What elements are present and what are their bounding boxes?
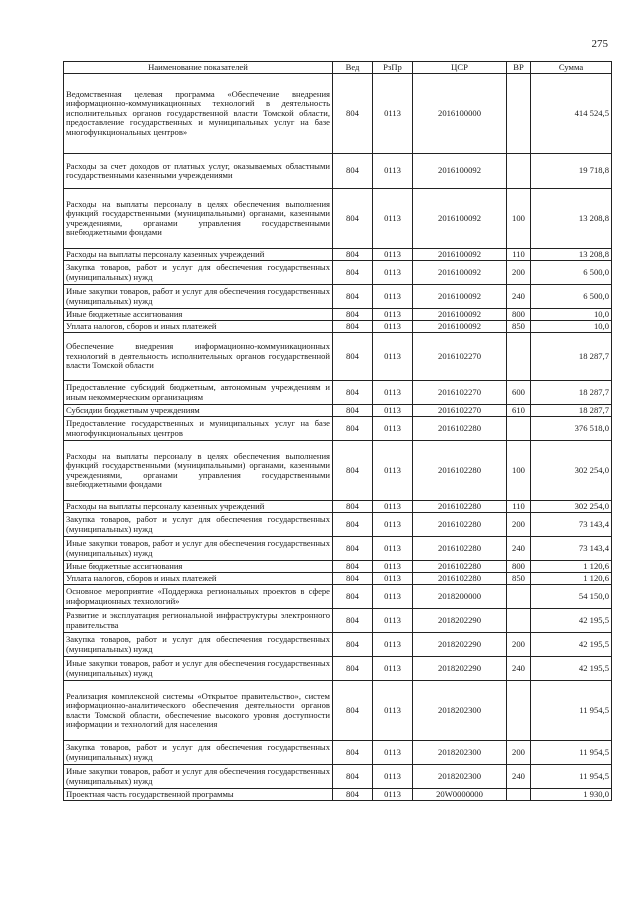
row-sum: 19 718,8 [531,154,612,189]
table-body [64,74,612,801]
row-name: Иные бюджетные ассигнования [64,309,333,321]
row-ved: 804 [333,285,373,309]
row-name: Иные закупки товаров, работ и услуг для обеспечения государственных (муниципальных) нужд [64,765,333,789]
row-vr: 240 [507,765,531,789]
row-sum: 18 287,7 [531,333,612,381]
table-row [64,261,612,285]
row-vr: 800 [507,561,531,573]
row-ved: 804 [333,657,373,681]
row-rzpr: 0113 [373,765,413,789]
row-name: Проектная часть государственной программы [64,789,333,801]
row-sum: 42 195,5 [531,657,612,681]
row-vr [507,681,531,741]
row-rzpr: 0113 [373,537,413,561]
row-sum: 11 954,5 [531,765,612,789]
row-csr: 2018200000 [413,585,507,609]
row-sum: 302 254,0 [531,501,612,513]
row-rzpr: 0113 [373,657,413,681]
table-row [64,154,612,189]
row-rzpr: 0113 [373,741,413,765]
row-name: Уплата налогов, сборов и иных платежей [64,321,333,333]
row-ved: 804 [333,741,373,765]
table-row [64,657,612,681]
page-number: 275 [591,38,608,50]
row-name: Расходы на выплаты персоналу в целях обеспечения выполнения функций государственными (муниципальными) органами, казенными учреждениями, органами управления государственными внебюджетными фондами [64,441,333,501]
row-name: Закупка товаров, работ и услуг для обеспечения государственных (муниципальных) нужд [64,261,333,285]
row-rzpr: 0113 [373,285,413,309]
table-row [64,333,612,381]
row-vr: 200 [507,261,531,285]
row-rzpr: 0113 [373,405,413,417]
row-sum: 6 500,0 [531,285,612,309]
row-csr: 2016100092 [413,321,507,333]
row-csr: 2016102280 [413,417,507,441]
row-csr: 2018202300 [413,741,507,765]
row-rzpr: 0113 [373,321,413,333]
table-row [64,537,612,561]
row-vr [507,585,531,609]
table-row [64,681,612,741]
row-name: Закупка товаров, работ и услуг для обеспечения государственных (муниципальных) нужд [64,633,333,657]
table-row [64,741,612,765]
table-row [64,561,612,573]
row-vr: 110 [507,501,531,513]
row-name: Расходы на выплаты персоналу в целях обеспечения выполнения функций государственными (муниципальными) органами, казенными учреждениями, органами управления государственными внебюджетными фондами [64,189,333,249]
row-csr: 2016102280 [413,561,507,573]
row-name: Закупка товаров, работ и услуг для обеспечения государственных (муниципальных) нужд [64,513,333,537]
table-row [64,285,612,309]
table-row [64,189,612,249]
row-vr: 600 [507,381,531,405]
row-ved: 804 [333,381,373,405]
table-row [64,633,612,657]
table-row [64,441,612,501]
row-rzpr: 0113 [373,573,413,585]
row-name: Расходы за счет доходов от платных услуг, оказываемых областными государственными казенными учреждениями [64,154,333,189]
header-name: Наименование показателей [64,62,333,74]
row-ved: 804 [333,501,373,513]
row-csr: 2016102280 [413,573,507,585]
table-row [64,573,612,585]
row-csr: 2016102270 [413,381,507,405]
row-csr: 2018202290 [413,657,507,681]
row-name: Предоставление государственных и муниципальных услуг на базе многофункциональных центров [64,417,333,441]
row-rzpr: 0113 [373,609,413,633]
table-row [64,405,612,417]
row-rzpr: 0113 [373,154,413,189]
table-header-row [64,62,612,74]
table-row [64,765,612,789]
row-ved: 804 [333,537,373,561]
row-ved: 804 [333,561,373,573]
row-name: Иные закупки товаров, работ и услуг для обеспечения государственных (муниципальных) нужд [64,657,333,681]
row-ved: 804 [333,74,373,154]
row-vr: 240 [507,285,531,309]
row-sum: 18 287,7 [531,405,612,417]
table-row [64,789,612,801]
row-ved: 804 [333,633,373,657]
row-rzpr: 0113 [373,633,413,657]
row-sum: 13 208,8 [531,249,612,261]
table-row [64,309,612,321]
row-rzpr: 0113 [373,309,413,321]
row-vr: 800 [507,309,531,321]
row-name: Иные закупки товаров, работ и услуг для обеспечения государственных (муниципальных) нужд [64,537,333,561]
table-row [64,381,612,405]
row-ved: 804 [333,261,373,285]
row-sum: 42 195,5 [531,633,612,657]
row-ved: 804 [333,765,373,789]
header-ved: Вед [333,62,373,74]
row-ved: 804 [333,189,373,249]
row-ved: 804 [333,405,373,417]
row-vr [507,74,531,154]
header-vr: ВР [507,62,531,74]
header-sum: Сумма [531,62,612,74]
row-vr: 240 [507,537,531,561]
row-vr: 200 [507,513,531,537]
row-sum: 414 524,5 [531,74,612,154]
row-sum: 54 150,0 [531,585,612,609]
row-rzpr: 0113 [373,789,413,801]
row-rzpr: 0113 [373,513,413,537]
row-rzpr: 0113 [373,381,413,405]
row-csr: 2018202300 [413,681,507,741]
row-vr [507,154,531,189]
row-rzpr: 0113 [373,417,413,441]
row-ved: 804 [333,321,373,333]
row-name: Ведомственная целевая программа «Обеспечение внедрения информационно-коммуникационных технологий в деятельность исполнительных органов государственной власти Томской области, предоставление государственных и муниципальных услуг на базе многофункциональных центров» [64,74,333,154]
row-name: Уплата налогов, сборов и иных платежей [64,573,333,585]
row-sum: 6 500,0 [531,261,612,285]
row-rzpr: 0113 [373,249,413,261]
row-csr: 2016100092 [413,189,507,249]
row-vr [507,417,531,441]
header-csr: ЦСР [413,62,507,74]
row-vr: 110 [507,249,531,261]
budget-table [63,61,612,801]
row-name: Реализация комплексной системы «Открытое правительство», систем информационно-аналитического обеспечения деятельности органов власти Томской области, обеспечение высокого уровня доступности информации и технологий для населения [64,681,333,741]
row-rzpr: 0113 [373,441,413,501]
row-csr: 20W0000000 [413,789,507,801]
row-csr: 2016102270 [413,333,507,381]
row-vr: 240 [507,657,531,681]
row-rzpr: 0113 [373,333,413,381]
row-csr: 2016102280 [413,513,507,537]
row-name: Иные закупки товаров, работ и услуг для обеспечения государственных (муниципальных) нужд [64,285,333,309]
row-csr: 2016100092 [413,309,507,321]
row-csr: 2016102280 [413,441,507,501]
row-vr [507,609,531,633]
table-row [64,417,612,441]
row-ved: 804 [333,585,373,609]
row-rzpr: 0113 [373,74,413,154]
row-vr: 850 [507,321,531,333]
row-sum: 1 930,0 [531,789,612,801]
row-csr: 2016100092 [413,154,507,189]
row-csr: 2016102280 [413,501,507,513]
row-ved: 804 [333,333,373,381]
row-rzpr: 0113 [373,681,413,741]
row-csr: 2018202300 [413,765,507,789]
row-csr: 2016102280 [413,537,507,561]
row-sum: 11 954,5 [531,681,612,741]
row-name: Закупка товаров, работ и услуг для обеспечения государственных (муниципальных) нужд [64,741,333,765]
row-sum: 10,0 [531,321,612,333]
table-row [64,501,612,513]
row-csr: 2016100092 [413,261,507,285]
row-ved: 804 [333,609,373,633]
row-rzpr: 0113 [373,261,413,285]
row-vr: 610 [507,405,531,417]
row-sum: 1 120,6 [531,573,612,585]
row-sum: 376 518,0 [531,417,612,441]
row-sum: 73 143,4 [531,537,612,561]
row-rzpr: 0113 [373,189,413,249]
row-vr: 100 [507,189,531,249]
row-ved: 804 [333,681,373,741]
row-ved: 804 [333,513,373,537]
row-name: Основное мероприятие «Поддержка региональных проектов в сфере информационных технологий» [64,585,333,609]
row-csr: 2016100092 [413,285,507,309]
row-ved: 804 [333,417,373,441]
row-sum: 13 208,8 [531,189,612,249]
table-row [64,321,612,333]
row-sum: 10,0 [531,309,612,321]
row-vr: 850 [507,573,531,585]
table-row [64,513,612,537]
row-ved: 804 [333,573,373,585]
row-name: Субсидии бюджетным учреждениям [64,405,333,417]
row-name: Иные бюджетные ассигнования [64,561,333,573]
row-ved: 804 [333,249,373,261]
row-name: Расходы на выплаты персоналу казенных учреждений [64,501,333,513]
row-csr: 2016100000 [413,74,507,154]
row-rzpr: 0113 [373,561,413,573]
table-row [64,74,612,154]
row-csr: 2018202290 [413,633,507,657]
row-name: Развитие и эксплуатация региональной инфраструктуры электронного правительства [64,609,333,633]
row-csr: 2016102270 [413,405,507,417]
row-sum: 11 954,5 [531,741,612,765]
row-rzpr: 0113 [373,501,413,513]
table-row [64,609,612,633]
table-row [64,249,612,261]
row-sum: 1 120,6 [531,561,612,573]
row-rzpr: 0113 [373,585,413,609]
row-name: Обеспечение внедрения информационно-коммуникационных технологий в деятельность исполнительных органов государственной власти Томской области [64,333,333,381]
row-sum: 302 254,0 [531,441,612,501]
row-sum: 18 287,7 [531,381,612,405]
row-ved: 804 [333,309,373,321]
row-sum: 73 143,4 [531,513,612,537]
row-csr: 2018202290 [413,609,507,633]
row-vr: 100 [507,441,531,501]
row-sum: 42 195,5 [531,609,612,633]
row-ved: 804 [333,154,373,189]
row-vr: 200 [507,741,531,765]
row-vr [507,333,531,381]
table-row [64,585,612,609]
header-rzpr: РзПр [373,62,413,74]
row-name: Предоставление субсидий бюджетным, автономным учреждениям и иным некоммерческим организациям [64,381,333,405]
row-ved: 804 [333,789,373,801]
row-name: Расходы на выплаты персоналу казенных учреждений [64,249,333,261]
row-vr: 200 [507,633,531,657]
row-vr [507,789,531,801]
row-ved: 804 [333,441,373,501]
row-csr: 2016100092 [413,249,507,261]
